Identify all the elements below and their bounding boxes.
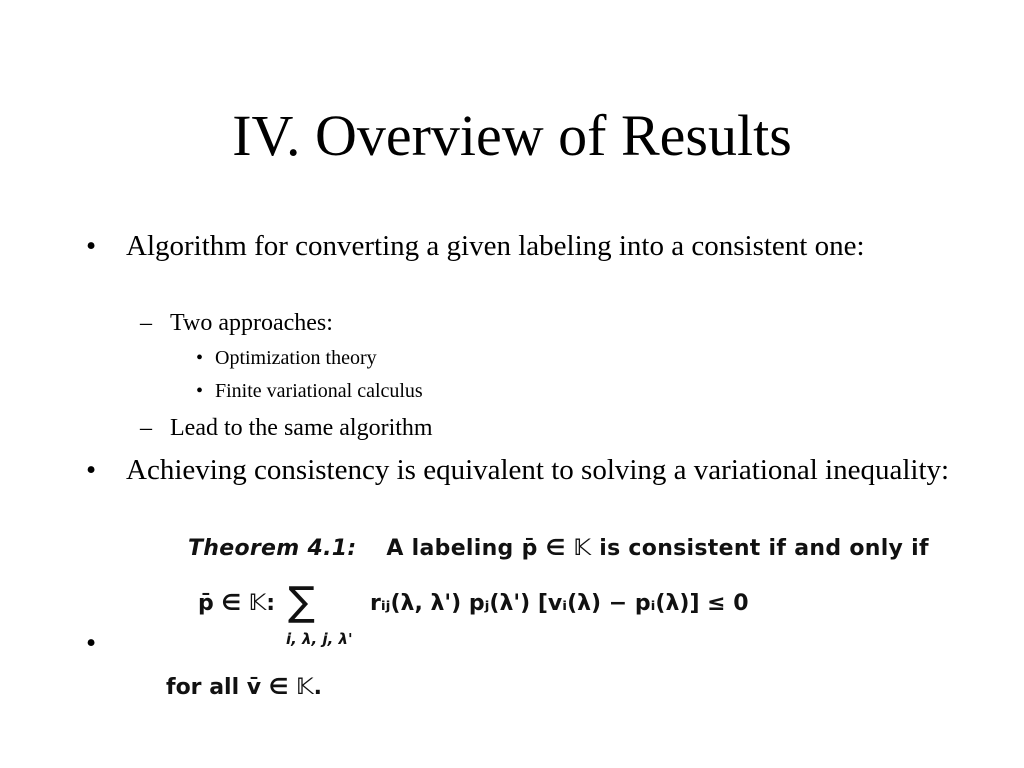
dash-marker: –	[140, 310, 152, 336]
theorem-label: Theorem 4.1:	[188, 536, 357, 561]
bullet-text: Algorithm for converting a given labeling into a consistent one:	[126, 230, 865, 262]
condition-lhs: p̄ ∈ 𝕂:	[198, 591, 276, 616]
quantifier: for all v̄ ∈ 𝕂.	[166, 675, 322, 700]
theorem-image	[160, 530, 929, 710]
sub-sub-bullet-text: Optimization theory	[215, 347, 377, 369]
bullet-marker: •	[86, 230, 97, 262]
sub-bullet-text: Two approaches:	[170, 310, 333, 336]
bullet-marker: •	[86, 454, 97, 486]
dash-marker: –	[140, 415, 152, 441]
theorem-statement: A labeling p̄ ∈ 𝕂 is consistent if and only if	[386, 536, 929, 561]
summand: rᵢⱼ(λ, λ') pⱼ(λ') [vᵢ(λ) − pᵢ(λ)] ≤ 0	[370, 591, 749, 616]
sub-sub-bullet-text: Finite variational calculus	[215, 380, 423, 402]
sub-bullet-text: Lead to the same algorithm	[170, 415, 433, 441]
bullet-marker: •	[196, 347, 204, 369]
sum-symbol: ∑	[288, 579, 315, 625]
bullet-marker: •	[196, 380, 204, 402]
bullet-marker: •	[86, 627, 97, 659]
slide-title: IV. Overview of Results	[232, 103, 792, 168]
bullet-text: Achieving consistency is equivalent to solving a variational inequality:	[126, 454, 950, 486]
sum-index: i, λ, j, λ'	[286, 630, 353, 648]
theorem-header	[188, 536, 929, 561]
